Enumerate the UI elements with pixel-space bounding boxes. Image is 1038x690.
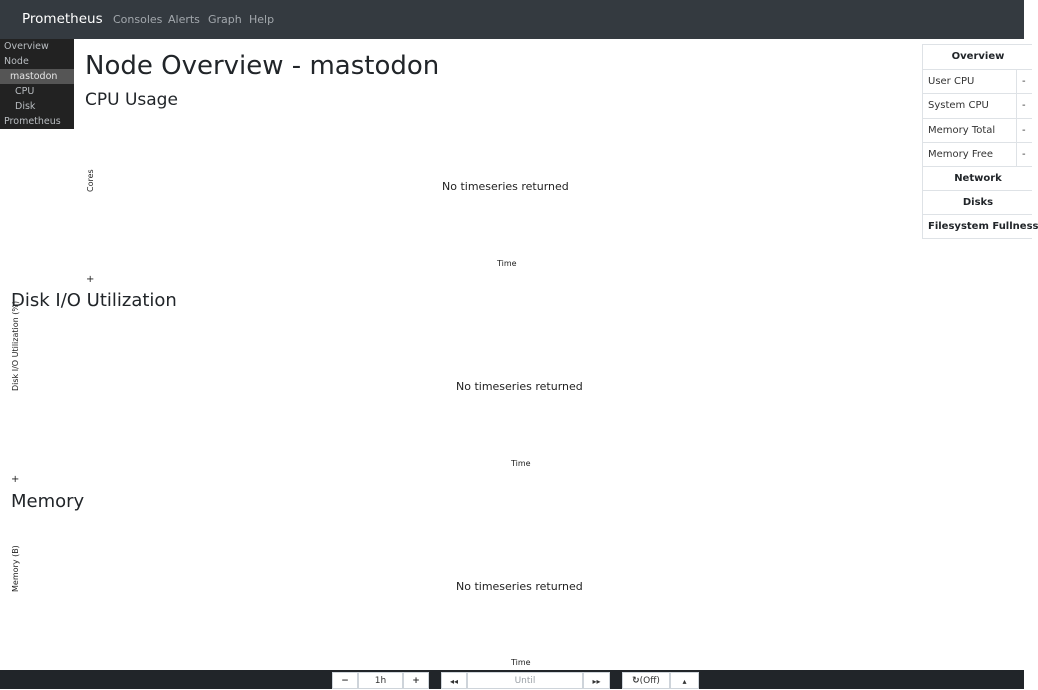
summary-header-network[interactable] — [922, 166, 1032, 191]
summary-row-value: - — [1016, 94, 1036, 118]
cpu-usage-title: CPU Usage — [85, 90, 178, 110]
console-menu — [0, 39, 74, 129]
time-forward-button[interactable]: ▸▸ — [583, 672, 610, 689]
menu-item-node[interactable]: Node — [4, 56, 29, 67]
menu-item-cpu[interactable]: CPU — [15, 86, 35, 97]
memory-x-axis-label: Time — [511, 658, 531, 667]
disk-io-graph-expander[interactable]: + — [11, 474, 20, 485]
refresh-button[interactable] — [622, 672, 670, 689]
range-increase-button[interactable]: + — [403, 672, 429, 689]
summary-row-label: Memory Total — [928, 125, 996, 136]
time-back-button[interactable]: ◂◂ — [441, 672, 467, 689]
summary-header-label[interactable]: Filesystem Fullness — [928, 221, 1038, 232]
summary-row-label: User CPU — [928, 76, 975, 87]
menu-item-overview[interactable]: Overview — [4, 41, 49, 52]
summary-row-memory-total — [922, 118, 1032, 143]
page-title: Node Overview - mastodon — [85, 51, 440, 81]
summary-row-label: Memory Free — [928, 149, 994, 160]
menu-item-prometheus[interactable]: Prometheus — [4, 116, 61, 127]
range-input[interactable]: 1h — [358, 672, 403, 689]
summary-row-user-cpu — [922, 69, 1032, 94]
memory-no-data-message: No timeseries returned — [456, 580, 583, 593]
nav-graph[interactable]: Graph — [208, 13, 242, 26]
disk-io-x-axis-label: Time — [511, 459, 531, 468]
summary-row-value: - — [1016, 143, 1036, 167]
summary-header-disks[interactable] — [922, 190, 1032, 215]
summary-header-label: Overview — [951, 51, 1005, 62]
summary-row-label: System CPU — [928, 100, 989, 111]
summary-row-value: - — [1016, 70, 1036, 94]
top-navbar — [0, 0, 1024, 39]
disk-io-y-axis-label: Disk I/O Utilization (%) — [11, 300, 20, 391]
summary-row-system-cpu — [922, 93, 1032, 118]
cpu-y-axis-label: Cores — [86, 169, 95, 192]
refresh-icon: ↻ — [632, 676, 640, 686]
nav-help[interactable]: Help — [249, 13, 275, 26]
summary-row-memory-free — [922, 142, 1032, 167]
nav-consoles[interactable]: Consoles — [113, 13, 163, 26]
disk-io-title: Disk I/O Utilization — [11, 290, 177, 311]
memory-y-axis-label: Memory (B) — [11, 545, 20, 592]
menu-item-mastodon[interactable]: mastodon — [0, 69, 74, 84]
refresh-label: (Off) — [639, 676, 660, 686]
menu-item-disk[interactable]: Disk — [15, 101, 36, 112]
cpu-x-axis-label: Time — [497, 259, 517, 268]
summary-row-value: - — [1016, 119, 1036, 143]
summary-header-label[interactable]: Network — [954, 173, 1002, 184]
summary-header-overview — [922, 44, 1032, 69]
cpu-graph-expander[interactable]: + — [86, 274, 95, 285]
memory-title: Memory — [11, 491, 85, 512]
summary-header-label[interactable]: Disks — [962, 197, 994, 208]
range-decrease-button[interactable]: − — [332, 672, 358, 689]
cpu-no-data-message: No timeseries returned — [442, 180, 569, 193]
disk-io-no-data-message: No timeseries returned — [456, 380, 583, 393]
until-input[interactable]: Until — [467, 672, 583, 689]
refresh-dropdown-toggle[interactable]: ▴ — [670, 672, 699, 689]
brand-link[interactable]: Prometheus — [22, 11, 103, 27]
summary-header-filesystem[interactable] — [922, 214, 1038, 239]
nav-alerts[interactable]: Alerts — [168, 13, 200, 26]
